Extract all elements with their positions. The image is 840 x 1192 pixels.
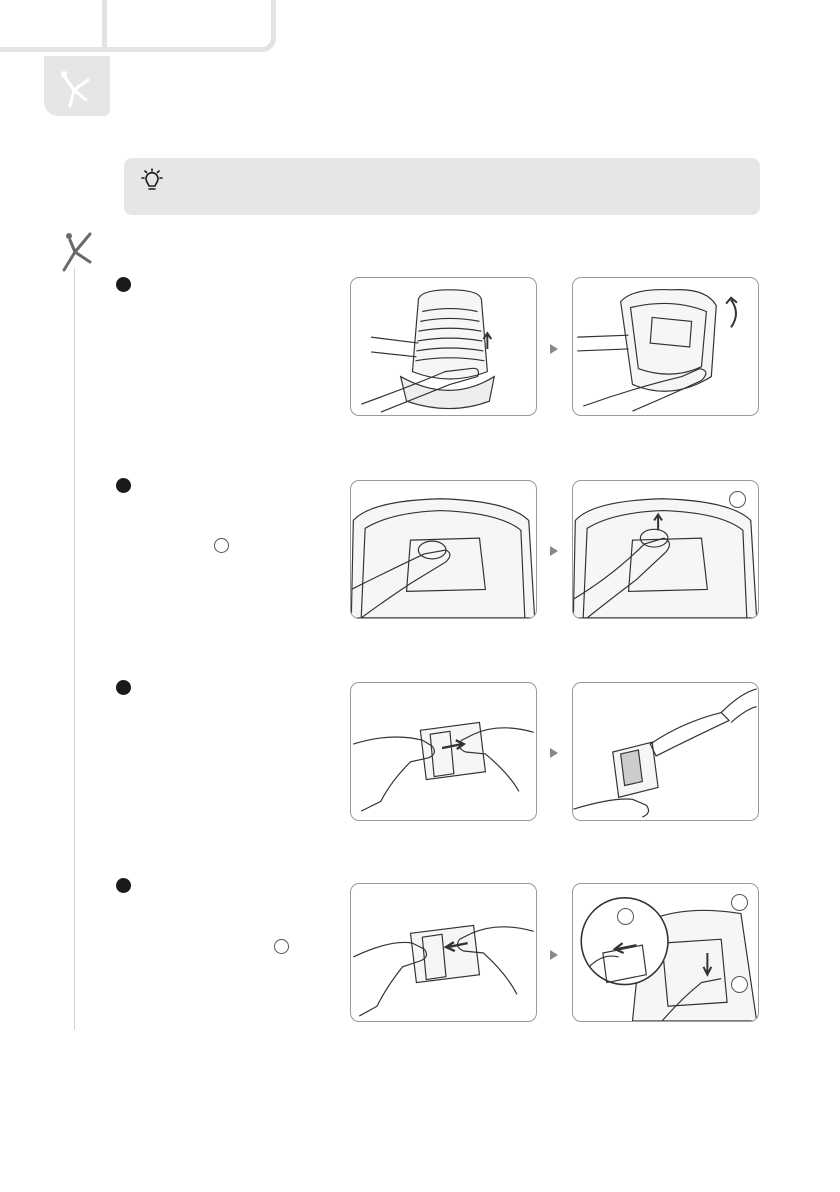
figure-icon xyxy=(56,222,100,278)
step-illustration xyxy=(572,480,759,619)
step-illustration xyxy=(350,277,537,416)
play-arrow-icon xyxy=(550,546,558,556)
step-bullet xyxy=(116,878,131,893)
step-bullet xyxy=(116,680,131,695)
reference-marker xyxy=(731,894,748,911)
play-arrow-icon xyxy=(550,344,558,354)
lightbulb-icon xyxy=(137,166,167,196)
section-rail xyxy=(74,268,75,1030)
figure-icon xyxy=(44,56,110,116)
step-illustration xyxy=(572,682,759,821)
page-corner-divider xyxy=(102,0,107,52)
step-illustration xyxy=(572,883,759,1022)
step-illustration xyxy=(572,277,759,416)
page-corner-tab xyxy=(0,0,276,52)
reference-marker xyxy=(729,491,746,508)
step-illustration xyxy=(350,682,537,821)
step-bullet xyxy=(116,478,131,493)
reference-marker xyxy=(214,538,229,553)
step-illustration xyxy=(350,480,537,619)
play-arrow-icon xyxy=(550,748,558,758)
step-illustration xyxy=(350,883,537,1022)
reference-marker xyxy=(274,939,289,954)
reference-marker xyxy=(617,908,634,925)
tip-box xyxy=(124,158,760,215)
reference-marker xyxy=(731,976,748,993)
play-arrow-icon xyxy=(550,950,558,960)
step-bullet xyxy=(116,277,131,292)
